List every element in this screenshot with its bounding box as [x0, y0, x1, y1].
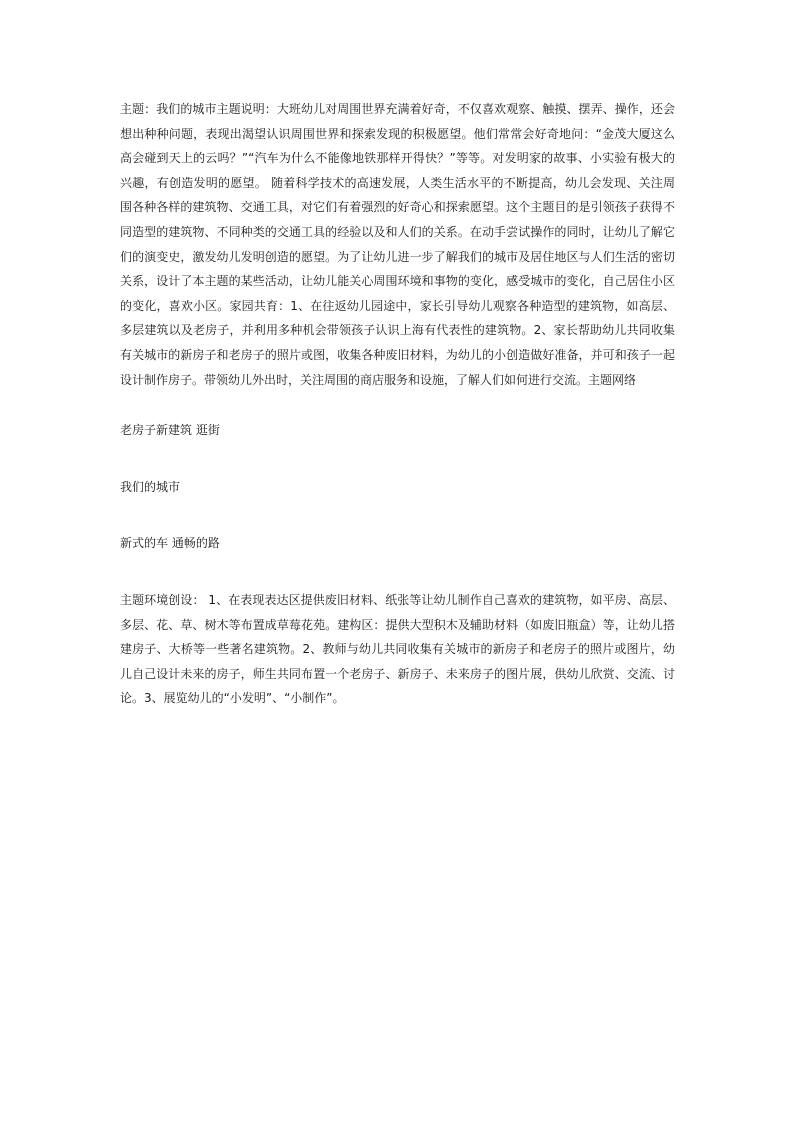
document-page: [120, 97, 675, 711]
theme-intro-paragraph: 主题：我们的城市主题说明：大班幼儿对周围世界充满着好奇，不仅喜欢观察、触摸、摆弄、操作，还会想出种种问题，表现出渴望认识周围世界和探索发现的积极愿望。他们常常会好奇地问：“金茂大厦这么高会碰到天上的云吗？”“汽车为什么不能像地铁那样开得快？”等等。对发明家的故事、小实验有极大的兴趣，有创造发明的愿望。 随着科学技术的高速发展，人类生活水平的不断提高，幼儿会发现、关注周围各种各样的建筑物、交通工具，对它们有着强烈的好奇心和探索愿望。这个主题目的是引领孩子获得不同造型的建筑物、不同种类的交通工具的经验以及和人们的关系。在动手尝试操作的同时，让幼儿了解它们的演变史，激发幼儿发明创造的愿望。为了让幼儿进一步了解我们的城市及居住地区与人们生活的密切关系，设计了本主题的某些活动，让幼儿能关心周围环境和事物的变化，感受城市的变化，自己居住小区的变化，喜欢小区。家园共育：1、在往返幼儿园途中，家长引导幼儿观察各种造型的建筑物，如高层、多层建筑以及老房子，并利用多种机会带领孩子认识上海有代表性的建筑物。2、家长帮助幼儿共同收集有关城市的新房子和老房子的照片或图，收集各种废旧材料，为幼儿的小创造做好准备，并可和孩子一起设计制作房子。带领幼儿外出时，关注周围的商店服务和设施，了解人们如何进行交流。主题网络: [120, 102, 675, 387]
theme-web-line-1: 老房子新建筑 逛街: [120, 423, 220, 438]
theme-web-line-2: 我们的城市: [120, 479, 181, 494]
theme-web-line-3: 新式的车 通畅的路: [120, 536, 220, 551]
environment-setup-paragraph: 主题环境创设： 1、在表现表达区提供废旧材料、纸张等让幼儿制作自己喜欢的建筑物，如平房、高层、多层、花、草、树木等布置成草莓花苑。建构区：提供大型积木及辅助材料（如废旧瓶盒）等，让幼儿搭建房子、大桥等一些著名建筑物。2、教师与幼儿共同收集有关城市的新房子和老房子的照片或图片，幼儿自己设计未来的房子，师生共同布置一个老房子、新房子、未来房子的图片展，供幼儿欣赏、交流、讨论。3、展览幼儿的“小发明”、“小制作”。: [120, 592, 675, 706]
